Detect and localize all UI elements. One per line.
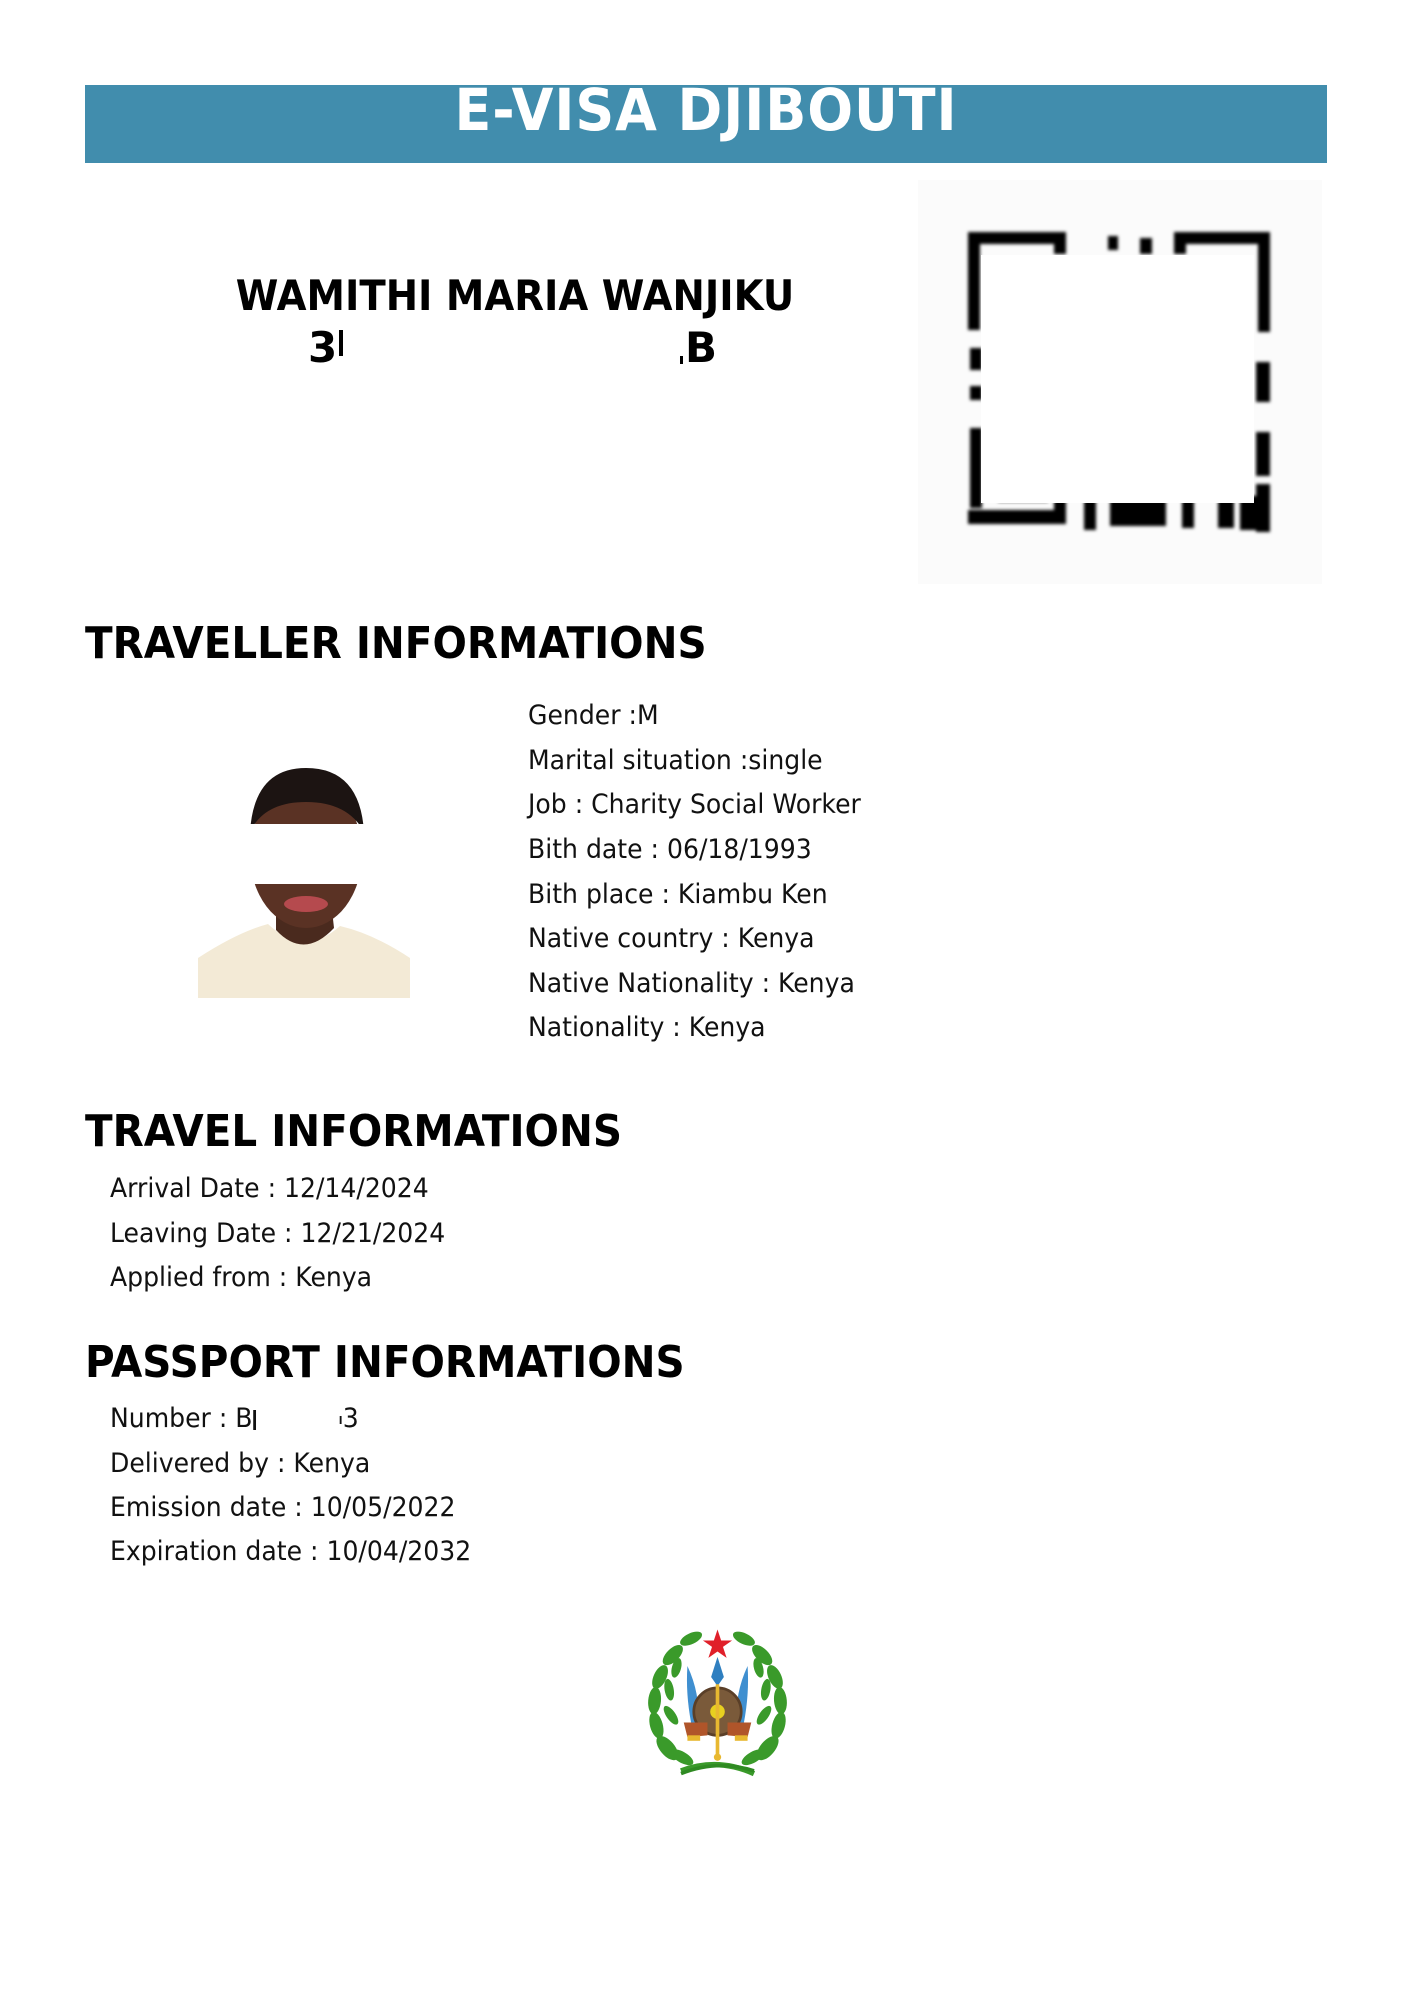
passport-number-suffix: 3 [342,1403,359,1434]
passport-photo [198,762,410,998]
field-birth-place: Bith place : Kiambu Ken [528,879,828,910]
passport-section-title: PASSPORT INFORMATIONS [85,1337,685,1388]
field-applied-from: Applied from : Kenya [110,1262,373,1293]
visa-reference-suffix: B [680,322,717,374]
portrait-icon [198,762,410,998]
field-expiration-date: Expiration date : 10/04/2032 [110,1536,472,1567]
field-delivered-by: Delivered by : Kenya [110,1448,371,1479]
field-emission-date: Emission date : 10/05/2022 [110,1492,456,1523]
field-gender: Gender :M [528,700,659,731]
travel-section-title: TRAVEL INFORMATIONS [85,1106,622,1157]
passport-number-prefix: Number : B [110,1403,253,1434]
field-marital-situation: Marital situation :single [528,745,823,776]
field-job: Job : Charity Social Worker [528,789,861,820]
field-nationality: Nationality : Kenya [528,1012,766,1043]
qr-code [918,180,1322,584]
djibouti-coat-of-arms-icon [640,1620,795,1785]
field-leaving-date: Leaving Date : 12/21/2024 [110,1218,446,1249]
holder-identity [190,270,840,374]
holder-name: WAMITHI MARIA WANJIKU [235,271,795,320]
visa-reference-prefix: 3 [308,322,343,374]
header-banner [85,76,1327,163]
field-passport-number [110,1405,359,1432]
qr-code-icon [918,180,1322,584]
field-arrival-date: Arrival Date : 12/14/2024 [110,1173,429,1204]
visa-reference [190,322,840,374]
traveller-section-title: TRAVELLER INFORMATIONS [85,618,707,669]
field-native-country: Native country : Kenya [528,923,815,954]
coat-of-arms [640,1620,795,1785]
field-birth-date: Bith date : 06/18/1993 [528,834,812,865]
field-native-nationality: Native Nationality : Kenya [528,968,855,999]
page-title: E-VISA DJIBOUTI [454,76,958,144]
